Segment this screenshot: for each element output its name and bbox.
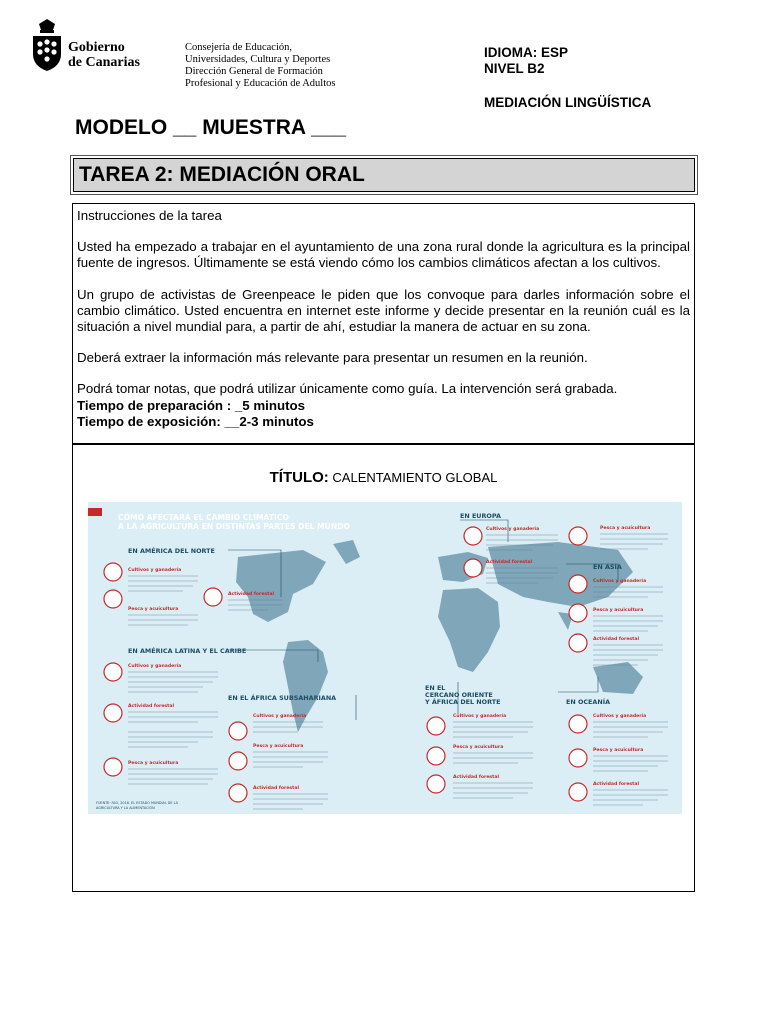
region-oriente-line-3: Y ÁFRICA DEL NORTE: [425, 698, 501, 706]
gobierno-line-1: Gobierno: [68, 40, 125, 55]
oriente-forestal-label: Actividad forestal: [453, 775, 500, 780]
instructions-content: [77, 208, 690, 430]
direccion-text: [185, 66, 335, 89]
consejeria-line-1: Consejería de Educación,: [185, 42, 292, 53]
asia-forestal-label: Actividad forestal: [593, 637, 640, 642]
region-oceania: EN OCEANÍA: [566, 698, 611, 706]
america-norte-cultivos-label: Cultivos y ganadería: [128, 568, 182, 573]
instructions-box: [72, 203, 695, 445]
source-line-2: AGRICULTURA Y LA ALIMENTACIÓN: [96, 806, 155, 810]
tarea-heading-box: [73, 158, 695, 192]
level-info: [484, 45, 568, 77]
europa-cultivos-label: Cultivos y ganadería: [486, 527, 540, 532]
source-line-1: FUENTE: FAO, 2018. EL ESTADO MUNDIAL DE LA: [96, 801, 178, 805]
exposition-time: Tiempo de exposición: __2-3 minutos: [77, 413, 314, 429]
oriente-pesca-label: Pesca y acuicultura: [453, 745, 504, 750]
region-america-norte: EN AMÉRICA DEL NORTE: [128, 547, 215, 555]
africa-forestal-label: Actividad forestal: [253, 786, 300, 791]
title-accent-mark: [88, 508, 102, 516]
region-asia: EN ASIA: [593, 563, 622, 571]
climate-agriculture-infographic: [88, 502, 682, 814]
infographic-box: [72, 443, 695, 892]
direccion-line-1: Dirección General de Formación: [185, 66, 323, 77]
america-latina-cultivos-label: Cultivos y ganadería: [128, 664, 182, 669]
titulo-label: TÍTULO:: [269, 469, 329, 486]
oriente-cultivos-label: Cultivos y ganadería: [453, 714, 507, 719]
region-europa: EN EUROPA: [460, 512, 501, 520]
oceania-forestal-label: Actividad forestal: [593, 782, 640, 787]
gobierno-canarias-shield-logo: [30, 18, 64, 72]
instructions-paragraph-1: Usted ha empezado a trabajar en el ayuntamiento de una zona rural donde la agricultura es la principal fuente de ingresos. Últimamente se está viendo cómo los cambios climáticos afectan a los cultivos.: [77, 239, 690, 271]
infographic-title-1: CÓMO AFECTARÁ EL CAMBIO CLIMÁTICO: [118, 513, 289, 522]
titulo-value: CALENTAMIENTO GLOBAL: [328, 470, 498, 485]
consejeria-line-2: Universidades, Cultura y Deportes: [185, 53, 331, 65]
asia-pesca-label: Pesca y acuicultura: [593, 608, 644, 613]
modelo-muestra-title: MODELO __ MUESTRA ___: [75, 116, 347, 139]
titulo-line: [73, 469, 694, 486]
africa-cultivos-label: Cultivos y ganadería: [253, 714, 307, 719]
america-norte-forestal-label: Actividad forestal: [228, 592, 275, 597]
europa-pesca-label: Pesca y acuicultura: [600, 526, 651, 531]
america-latina-pesca-label: Pesca y acuicultura: [128, 761, 179, 766]
america-latina-forestal-label: Actividad forestal: [128, 704, 175, 709]
instructions-paragraph-3: Deberá extraer la información más relevante para presentar un resumen en la reunión.: [77, 350, 588, 366]
instructions-heading: Instrucciones de la tarea: [77, 208, 222, 223]
region-oriente-line-1: EN EL: [425, 684, 446, 692]
oceania-pesca-label: Pesca y acuicultura: [593, 748, 644, 753]
mediacion-label: MEDIACIÓN LINGÜÍSTICA: [484, 95, 652, 110]
infographic-title-2: A LA AGRICULTURA EN DISTINTAS PARTES DEL MUNDO: [118, 522, 350, 531]
gobierno-name: [68, 40, 140, 70]
region-africa: EN EL ÁFRICA SUBSAHARIANA: [228, 694, 337, 702]
america-norte-pesca-label: Pesca y acuicultura: [128, 607, 179, 612]
preparation-time: Tiempo de preparación : _5 minutos: [77, 397, 306, 413]
direccion-line-2: Profesional y Educación de Adultos: [185, 77, 336, 89]
instructions-paragraph-4: Podrá tomar notas, que podrá utilizar únicamente como guía. La intervención será grabada.: [77, 381, 618, 397]
tarea-title: TAREA 2: MEDIACIÓN ORAL: [79, 163, 365, 186]
oceania-cultivos-label: Cultivos y ganadería: [593, 714, 647, 719]
region-oriente-line-2: CERCANO ORIENTE: [425, 691, 493, 699]
nivel-label: NIVEL B2: [484, 61, 545, 76]
asia-cultivos-label: Cultivos y ganadería: [593, 579, 647, 584]
africa-pesca-label: Pesca y acuicultura: [253, 744, 304, 749]
consejeria-text: [185, 42, 330, 65]
region-america-latina: EN AMÉRICA LATINA Y EL CARIBE: [128, 647, 247, 655]
gobierno-line-2: de Canarias: [68, 55, 140, 70]
europa-forestal-label: Actividad forestal: [486, 560, 533, 565]
idioma-label: IDIOMA: ESP: [484, 45, 569, 60]
instructions-paragraph-2: Un grupo de activistas de Greenpeace le piden que los convoque para darles información sobre el cambio climático. Usted encuentra en internet este informe y decide presentar en la reunión cuál es la situación a nivel mundial para, a partir de ahí, estudiar la manera de actuar en su zona.: [77, 286, 690, 335]
